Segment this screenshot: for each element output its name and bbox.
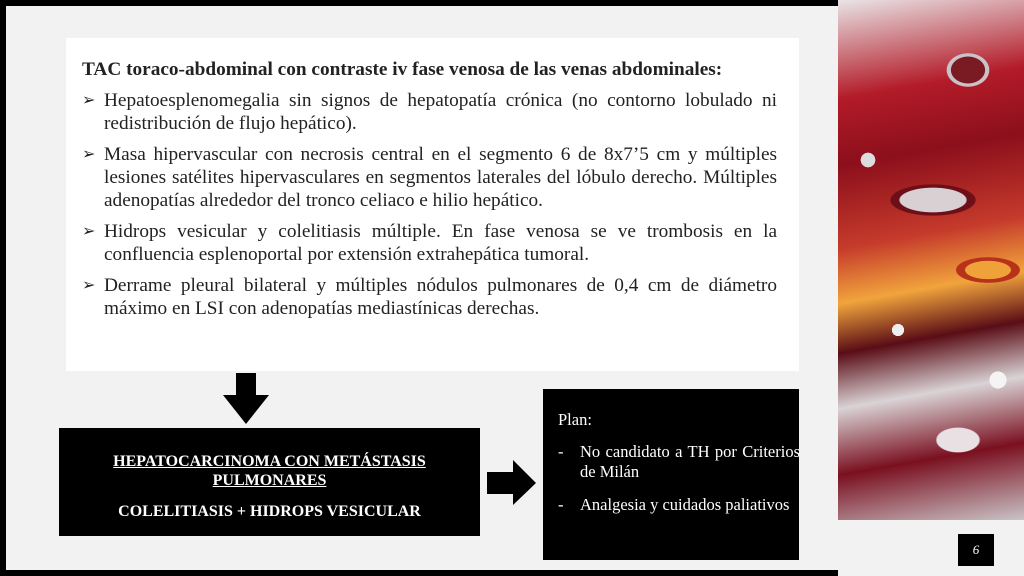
- dash-bullet: -: [558, 495, 564, 514]
- findings-bullet: [82, 89, 777, 135]
- page-number: 6: [958, 534, 994, 566]
- diagnosis-box: [59, 428, 480, 536]
- plan-box: [543, 389, 799, 560]
- arrow-bullet-icon: ➢: [82, 277, 96, 294]
- diagnosis-secondary: COLELITIASIS + HIDROPS VESICULAR: [118, 503, 421, 520]
- plan-item: [558, 495, 800, 515]
- decorative-fluid-art-image: [838, 0, 1024, 520]
- findings-title: TAC toraco-abdominal con contraste iv fase venosa de las venas abdominales:: [82, 59, 723, 80]
- bullet-text: Derrame pleural bilateral y múltiples nódulos pulmonares de 0,4 cm de diámetro máximo en LSI con adenopatías mediastínicas derechas.: [104, 275, 777, 319]
- down-arrow-icon: [222, 373, 270, 425]
- right-arrow-icon: [487, 460, 537, 506]
- plan-item: [558, 442, 800, 482]
- plan-item-text: No candidato a TH por Criterios de Milán: [580, 442, 800, 481]
- findings-bullet: [82, 220, 777, 266]
- findings-bullet: [82, 143, 777, 212]
- arrow-bullet-icon: ➢: [82, 146, 96, 163]
- bullet-text: Hepatoesplenomegalia sin signos de hepatopatía crónica (no contorno lobulado ni redistribución de flujo hepático).: [104, 90, 777, 134]
- right-bottom-strip: [838, 520, 1024, 576]
- bullet-text: Masa hipervascular con necrosis central en el segmento 6 de 8x7’5 cm y múltiples lesiones satélites hipervasculares en segmentos laterales del lóbulo derecho. Múltiples adenopatías alrededor del tronco celiaco e hilio hepático.: [104, 144, 777, 211]
- plan-title: Plan:: [558, 410, 592, 429]
- findings-bullet: [82, 274, 777, 320]
- arrow-bullet-icon: ➢: [82, 92, 96, 109]
- plan-item-text: Analgesia y cuidados paliativos: [580, 495, 790, 514]
- findings-box: [66, 38, 799, 371]
- dash-bullet: -: [558, 442, 564, 461]
- bullet-text: Hidrops vesicular y colelitiasis múltiple. En fase venosa se ve trombosis en la confluencia esplenoportal por extensión extrahepática tumoral.: [104, 221, 777, 265]
- arrow-bullet-icon: ➢: [82, 223, 96, 240]
- diagnosis-primary: HEPATOCARCINOMA CON METÁSTASIS PULMONARES: [113, 453, 426, 489]
